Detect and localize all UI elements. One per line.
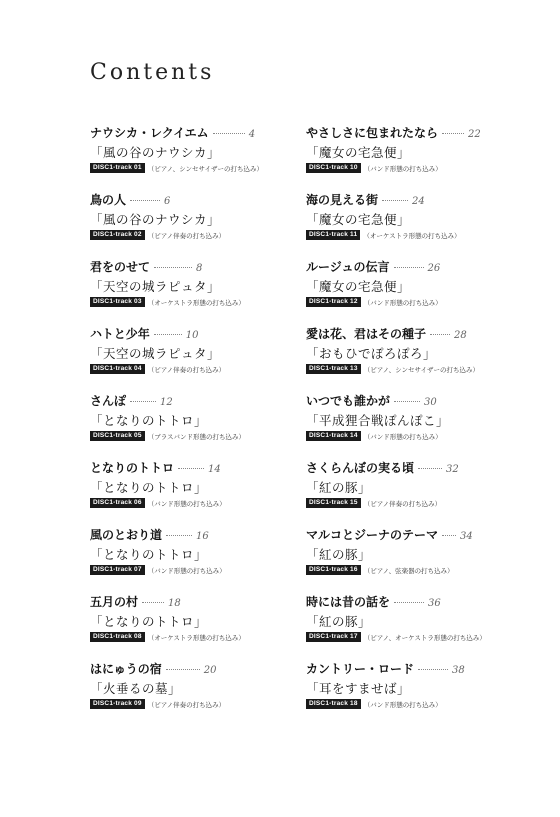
- arrangement-note: （バンド形態の打ち込み）: [147, 499, 226, 508]
- arrangement-note: （バンド形態の打ち込み）: [363, 298, 442, 307]
- film-title: 「魔女の宅急便」: [306, 145, 411, 160]
- page-number: 6: [164, 196, 171, 207]
- song-title: カントリー・ロード: [306, 662, 415, 676]
- dot-leader: [394, 267, 424, 268]
- dot-leader: [130, 200, 160, 201]
- page-number: 30: [424, 397, 437, 408]
- page-number: 32: [446, 464, 459, 475]
- dot-leader: [394, 401, 420, 402]
- arrangement-note: （オーケストラ形態の打ち込み）: [363, 231, 461, 240]
- song-title: ルージュの伝言: [306, 260, 390, 274]
- toc-entry: [90, 258, 290, 325]
- song-title: いつでも誰かが: [306, 394, 391, 408]
- page-number: 12: [160, 397, 173, 408]
- song-title: 君をのせて: [90, 260, 151, 274]
- song-title: はにゅうの宿: [90, 662, 162, 676]
- track-badge: DISC1-track 18: [306, 699, 361, 709]
- dot-leader: [418, 669, 448, 670]
- film-title: 「おもひでぽろぽろ」: [306, 346, 437, 361]
- track-badge: DISC1-track 07: [90, 565, 145, 575]
- toc-entry: [90, 191, 290, 258]
- contents-column-left: [90, 124, 290, 727]
- page-number: 10: [185, 330, 199, 341]
- toc-entry: [90, 392, 290, 459]
- dot-leader: [430, 334, 450, 335]
- film-title: 「となりのトトロ」: [90, 413, 208, 428]
- dot-leader: [394, 602, 424, 603]
- film-title: 「魔女の宅急便」: [306, 279, 411, 294]
- toc-entry: [306, 660, 506, 727]
- arrangement-note: （ピアノ、シンセサイザーの打ち込み）: [363, 365, 480, 374]
- dot-leader: [442, 133, 464, 134]
- toc-entry: [306, 325, 506, 392]
- dot-leader: [178, 468, 204, 469]
- contents-column-right: [306, 124, 506, 727]
- page-number: 14: [208, 464, 221, 475]
- film-title: 「紅の豚」: [306, 480, 372, 495]
- toc-entry: [306, 526, 506, 593]
- page-number: 28: [454, 330, 467, 341]
- film-title: 「紅の豚」: [306, 547, 372, 562]
- song-title: 風のとおり道: [90, 528, 163, 542]
- arrangement-note: （オーケストラ形態の打ち込み）: [147, 298, 245, 307]
- toc-entry: [306, 459, 506, 526]
- track-badge: DISC1-track 10: [306, 163, 361, 173]
- film-title: 「火垂るの墓」: [90, 681, 182, 696]
- arrangement-note: （ピアノ、シンセサイザーの打ち込み）: [147, 164, 264, 173]
- dot-leader: [154, 334, 182, 335]
- page-number: 20: [203, 665, 217, 676]
- track-badge: DISC1-track 17: [306, 632, 361, 642]
- track-badge: DISC1-track 11: [306, 230, 360, 240]
- song-title: 愛は花、君はその種子: [306, 327, 427, 341]
- song-title: 五月の村: [90, 595, 139, 609]
- page-number: 34: [460, 531, 473, 542]
- track-badge: DISC1-track 02: [90, 230, 145, 240]
- dot-leader: [418, 468, 442, 469]
- page-number: 22: [468, 129, 481, 140]
- toc-entry: [306, 124, 506, 191]
- page-number: 18: [168, 598, 181, 609]
- page-number: 24: [412, 196, 425, 207]
- arrangement-note: （オーケストラ形態の打ち込み）: [147, 633, 245, 642]
- page-number: 36: [428, 598, 441, 609]
- track-badge: DISC1-track 12: [306, 297, 361, 307]
- track-badge: DISC1-track 09: [90, 699, 145, 709]
- track-badge: DISC1-track 05: [90, 431, 145, 441]
- toc-entry: [306, 191, 506, 258]
- track-badge: DISC1-track 04: [90, 364, 145, 374]
- toc-entry: [90, 325, 290, 392]
- track-badge: DISC1-track 15: [306, 498, 361, 508]
- song-title: ナウシカ・レクイエム: [90, 126, 209, 140]
- arrangement-note: （ピアノ伴奏の打ち込み）: [147, 231, 226, 240]
- arrangement-note: （ピアノ、オーケストラ形態の打ち込み）: [363, 633, 486, 642]
- track-badge: DISC1-track 01: [90, 163, 145, 173]
- song-title: 鳥の人: [90, 193, 127, 207]
- toc-entry: [90, 660, 290, 727]
- film-title: 「魔女の宅急便」: [306, 212, 411, 227]
- arrangement-note: （ピアノ伴奏の打ち込み）: [147, 365, 226, 374]
- dot-leader: [442, 535, 456, 536]
- song-title: さくらんぼの実る頃: [306, 461, 415, 475]
- page-number: 26: [427, 263, 441, 274]
- song-title: やさしさに包まれたなら: [306, 126, 439, 140]
- dot-leader: [142, 602, 164, 603]
- film-title: 「風の谷のナウシカ」: [90, 145, 221, 160]
- arrangement-note: （バンド形態の打ち込み）: [363, 164, 442, 173]
- dot-leader: [154, 267, 192, 268]
- page-number: 4: [248, 129, 256, 140]
- dot-leader: [166, 535, 192, 536]
- arrangement-note: （バンド形態の打ち込み）: [147, 566, 226, 575]
- film-title: 「となりのトトロ」: [90, 614, 208, 629]
- film-title: 「天空の城ラピュタ」: [90, 346, 221, 361]
- song-title: となりのトトロ: [90, 461, 175, 475]
- track-badge: DISC1-track 06: [90, 498, 145, 508]
- toc-entry: [306, 392, 506, 459]
- film-title: 「天空の城ラピュタ」: [90, 279, 221, 294]
- track-badge: DISC1-track 14: [306, 431, 361, 441]
- toc-entry: [90, 124, 290, 191]
- toc-entry: [90, 526, 290, 593]
- arrangement-note: （ピアノ伴奏の打ち込み）: [147, 700, 226, 709]
- toc-entry: [90, 459, 290, 526]
- dot-leader: [166, 669, 200, 670]
- film-title: 「耳をすませば」: [306, 681, 411, 696]
- track-badge: DISC1-track 13: [306, 364, 361, 374]
- toc-entry: [306, 258, 506, 325]
- page-number: 16: [196, 531, 209, 542]
- song-title: さんぽ: [90, 394, 127, 408]
- track-badge: DISC1-track 03: [90, 297, 145, 307]
- song-title: ハトと少年: [90, 327, 150, 341]
- track-badge: DISC1-track 16: [306, 565, 361, 575]
- toc-entry: [306, 593, 506, 660]
- arrangement-note: （ピアノ伴奏の打ち込み）: [363, 499, 442, 508]
- film-title: 「平成狸合戦ぽんぽこ」: [306, 413, 450, 428]
- arrangement-note: （ピアノ、弦楽器の打ち込み）: [363, 566, 454, 575]
- dot-leader: [130, 401, 156, 402]
- film-title: 「となりのトトロ」: [90, 480, 208, 495]
- film-title: 「紅の豚」: [306, 614, 372, 629]
- arrangement-note: （ブラスバンド形態の打ち込み）: [147, 432, 245, 441]
- toc-entry: [90, 593, 290, 660]
- dot-leader: [382, 200, 408, 201]
- song-title: 海の見える街: [306, 193, 379, 207]
- track-badge: DISC1-track 08: [90, 632, 145, 642]
- film-title: 「となりのトトロ」: [90, 547, 208, 562]
- song-title: 時には昔の話を: [306, 595, 391, 609]
- song-title: マルコとジーナのテーマ: [306, 528, 439, 542]
- arrangement-note: （バンド形態の打ち込み）: [363, 700, 442, 709]
- contents-heading: Contents: [90, 60, 215, 85]
- page-number: 8: [196, 263, 203, 274]
- film-title: 「風の谷のナウシカ」: [90, 212, 221, 227]
- dot-leader: [213, 133, 245, 134]
- page-number: 38: [452, 665, 465, 676]
- arrangement-note: （バンド形態の打ち込み）: [363, 432, 442, 441]
